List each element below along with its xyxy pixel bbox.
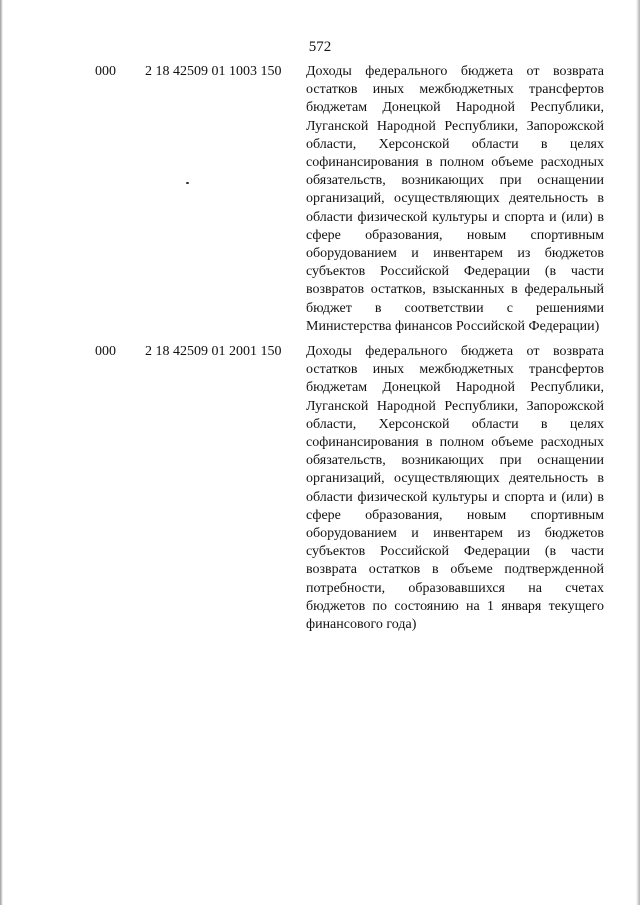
scan-left-edge-shadow — [0, 0, 3, 905]
scan-speck — [186, 182, 189, 184]
admin-code: 000 — [95, 64, 116, 79]
entry-description: Доходы федерального бюджета от возврата остатков иных межбюджетных трансфертов бюджетам Донецкой Народной Республики, Луганской Народной Республики, Запорожской области, Херсонской области в целях софинансирования в полном объеме расходных обязательств, возникающих при оснащении организаций, осуществляющих деятельность в области физической культуры и спорта и (или) в сфере образования, новым спортивным оборудованием и инвентарем из бюджетов субъектов Российской Федерации (в части возврата остатков в объеме подтвержденной потребности, образовавшихся на счетах бюджетов по состоянию на 1 января текущего финансового года) — [306, 344, 604, 633]
scan-right-edge-shadow — [636, 0, 640, 905]
page-number: 572 — [308, 39, 332, 55]
entry-description: Доходы федерального бюджета от возврата остатков иных межбюджетных трансфертов бюджетам Донецкой Народной Республики, Луганской Народной Республики, Запорожской области, Херсонской области в целях софинансирования в полном объеме расходных обязательств, возникающих при оснащении организаций, осуществляющих деятельность в области физической культуры и спорта и (или) в сфере образования, новым спортивным оборудованием и инвентарем из бюджетов субъектов Российской Федерации (в части возвратов остатков, взысканных в федеральный бюджет в соответствии с решениями Министерства финансов Российской Федерации) — [306, 64, 604, 334]
kbk-code: 2 18 42509 01 2001 150 — [145, 344, 282, 359]
kbk-code: 2 18 42509 01 1003 150 — [145, 64, 282, 79]
admin-code: 000 — [95, 344, 116, 359]
